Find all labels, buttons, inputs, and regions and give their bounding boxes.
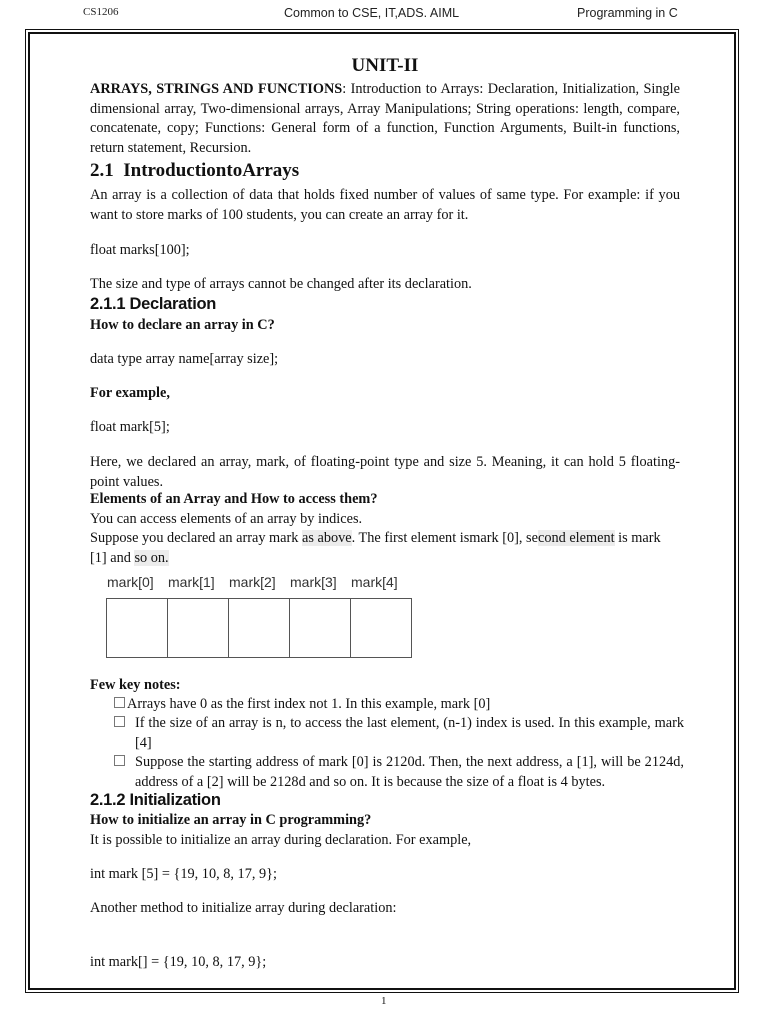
declare-question: How to declare an array in C? xyxy=(90,317,275,333)
section-2-1-p2: The size and type of arrays cannot be changed after its declaration. xyxy=(90,276,472,292)
array-label: mark[0] xyxy=(107,574,154,590)
page-number: 1 xyxy=(381,995,387,1007)
section-2-1-1-heading: 2.1.1 Declaration xyxy=(90,295,217,313)
code-float-mark: float mark[5]; xyxy=(90,419,170,435)
array-cell xyxy=(168,599,229,657)
array-cell xyxy=(351,599,411,657)
array-cell xyxy=(290,599,351,657)
key-note-item: Suppose the starting address of mark [0] is 2120d. Then, the next address, a [1], will be 2124d, address of a [2] will be 2128d and so on. It is because the size of a float is 4 bytes. xyxy=(114,753,684,793)
array-label: mark[2] xyxy=(229,574,276,590)
array-label: mark[4] xyxy=(351,574,398,590)
for-example-label: For example, xyxy=(90,385,170,401)
array-label: mark[1] xyxy=(168,574,215,590)
bullet-box-icon xyxy=(114,697,125,708)
bullet-box-icon xyxy=(114,755,125,766)
declare-syntax: data type array name[array size]; xyxy=(90,351,279,367)
initialize-another: Another method to initialize array during declaration: xyxy=(90,900,397,916)
section-2-1-heading xyxy=(90,161,680,181)
header-course-code: CS1206 xyxy=(83,6,119,18)
key-note-item: If the size of an array is n, to access the last element, (n-1) index is used. In this example, mark [4] xyxy=(114,714,684,754)
section-2-1-2-heading: 2.1.2 Initialization xyxy=(90,791,221,809)
array-cell xyxy=(229,599,290,657)
array-labels xyxy=(107,574,412,590)
intro-text: : Introduction to Arrays: Declaration, Initialization, Single dimensional array, Two-dimensional arrays, Array Manipulations; String operations: length, compare, concatenate, copy; Functions: General form of a function, Function Arguments, Built-in functions, return statement, Recursion. xyxy=(90,81,680,156)
first-element-text: Suppose you declared an array mark as above. The first element ismark [0], second element is mark [1] and so on. xyxy=(90,530,661,566)
key-notes-title: Few key notes: xyxy=(90,677,181,693)
array-diagram xyxy=(106,598,412,658)
elements-heading: Elements of an Array and How to access them? xyxy=(90,491,378,507)
code-int-mark-5: int mark [5] = {19, 10, 8, 17, 9}; xyxy=(90,866,277,882)
code-int-mark-empty: int mark[] = {19, 10, 8, 17, 9}; xyxy=(90,954,267,970)
initialize-intro: It is possible to initialize an array during declaration. For example, xyxy=(90,832,472,848)
code-float-marks: float marks[100]; xyxy=(90,242,190,258)
intro-bold: ARRAYS, STRINGS AND FUNCTIONS xyxy=(90,81,343,97)
unit-intro xyxy=(90,80,680,158)
section-2-1-p1: An array is a collection of data that holds fixed number of values of same type. For example: if you want to store marks of 100 students, you can create an array for it. xyxy=(90,187,680,223)
initialize-question: How to initialize an array in C programming? xyxy=(90,812,372,828)
bullet-box-icon xyxy=(114,716,125,727)
section-number: 2.1 xyxy=(90,160,114,181)
declare-explanation: Here, we declared an array, mark, of floating-point type and size 5. Meaning, it can hold 5 floating-point values. xyxy=(90,454,680,490)
header-subject: Programming in C xyxy=(577,6,678,20)
unit-title: UNIT-II xyxy=(351,55,419,76)
section-title: IntroductiontoArrays xyxy=(123,160,300,181)
array-cell xyxy=(107,599,168,657)
key-note-item: Arrays have 0 as the first index not 1. In this example, mark [0] xyxy=(114,695,684,715)
header-audience: Common to CSE, IT,ADS. AIML xyxy=(284,6,460,20)
array-label: mark[3] xyxy=(290,574,337,590)
access-by-index: You can access elements of an array by indices. xyxy=(90,511,363,527)
